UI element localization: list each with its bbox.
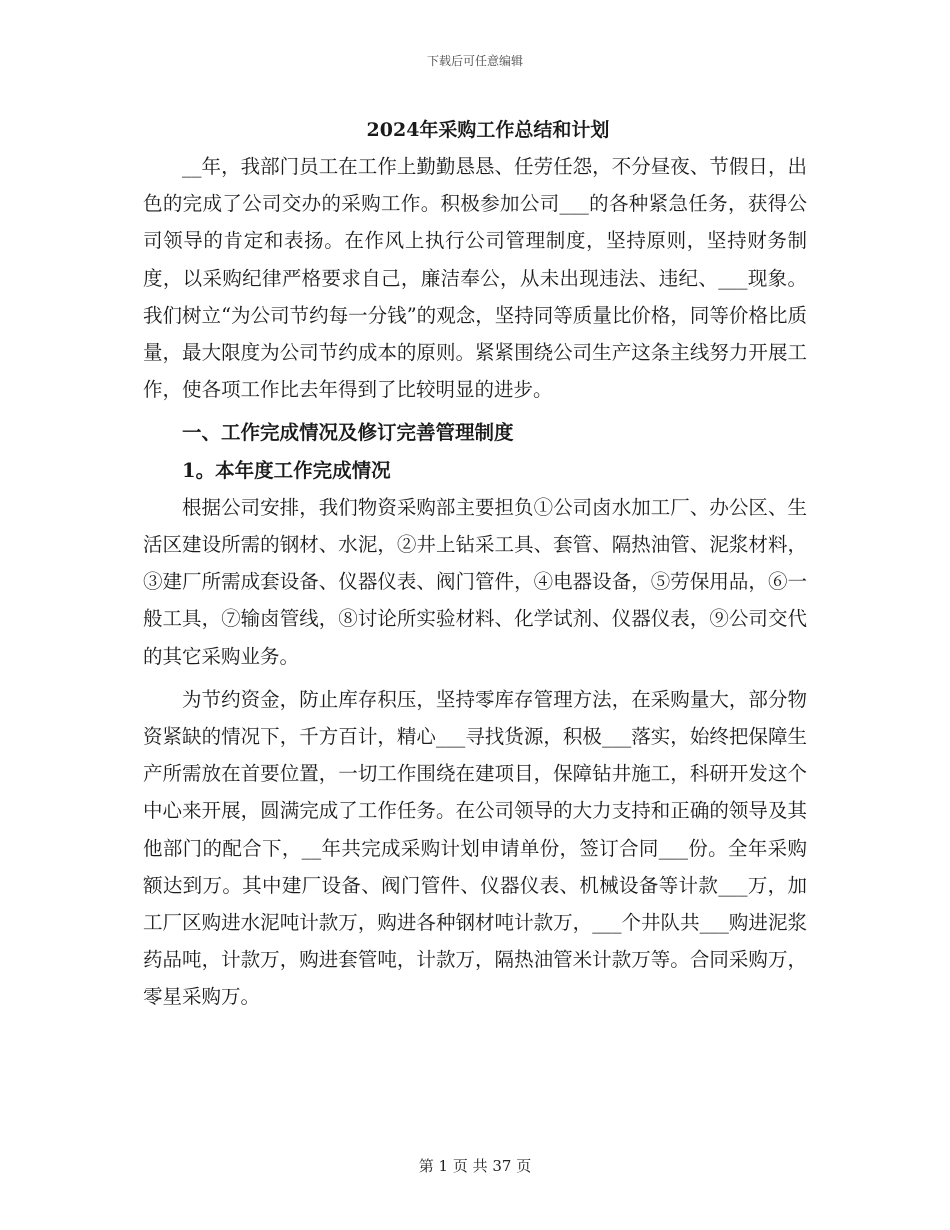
page-number: 第 1 页 共 37 页 xyxy=(418,1157,532,1175)
document-body xyxy=(143,112,807,1016)
subsection-heading: 1。本年度工作完成情况 xyxy=(182,458,391,482)
header-note: 下载后可任意编辑 xyxy=(426,54,523,68)
intro-paragraph: __年，我部门员工在工作上勤勤恳恳、任劳任怨，不分昼夜、节假日，出色的完成了公司交办的采购工作。积极参加公司___的各种紧急任务，获得公司领导的肯定和表扬。在作风上执行公司管理制度，坚持原则，坚持财务制度，以采购纪律严格要求自己，廉洁奉公，从未出现违法、违纪、___现象。我们树立“为公司节约每一分钱”的观念，坚持同等质量比价格，同等价格比质量，最大限度为公司节约成本的原则。紧紧围绕公司生产这条主线努力开展工作，使各项工作比去年得到了比较明显的进步。 xyxy=(143,155,807,402)
body-paragraph-procurement-scope: 根据公司安排，我们物资采购部主要担负①公司卤水加工厂、办公区、生活区建设所需的钢材、水泥，②井上钻采工具、套管、隔热油管、泥浆材料，③建厂所需成套设备、仪器仪表、阀门管件，④电器设备，⑤劳保用品，⑥一般工具，⑦输卤管线，⑧讨论所实验材料、化学试剂、仪器仪表，⑨公司交代的其它采购业务。 xyxy=(143,495,807,668)
document-title: 2024年采购工作总结和计划 xyxy=(366,119,610,141)
body-paragraph-procurement-results: 为节约资金，防止库存积压，坚持零库存管理方法，在采购量大，部分物资紧缺的情况下，千方百计，精心___寻找货源，积极___落实，始终把保障生产所需放在首要位置，一切工作围绕在建项目，保障钻井施工，科研开发这个中心来开展，圆满完成了工作任务。在公司领导的大力支持和正确的领导及其他部门的配合下，__年共完成采购计划申请单份，签订合同___份。全年采购额达到万。其中建厂设备、阀门管件、仪器仪表、机械设备等计款___万，加工厂区购进水泥吨计款万，购进各种钢材吨计款万，___个井队共___购进泥浆药品吨，计款万，购进套管吨，计款万，隔热油管米计款万等。合同采购万，零星采购万。 xyxy=(143,687,807,1009)
section-heading: 一、工作完成情况及修订完善管理制度 xyxy=(182,421,514,445)
